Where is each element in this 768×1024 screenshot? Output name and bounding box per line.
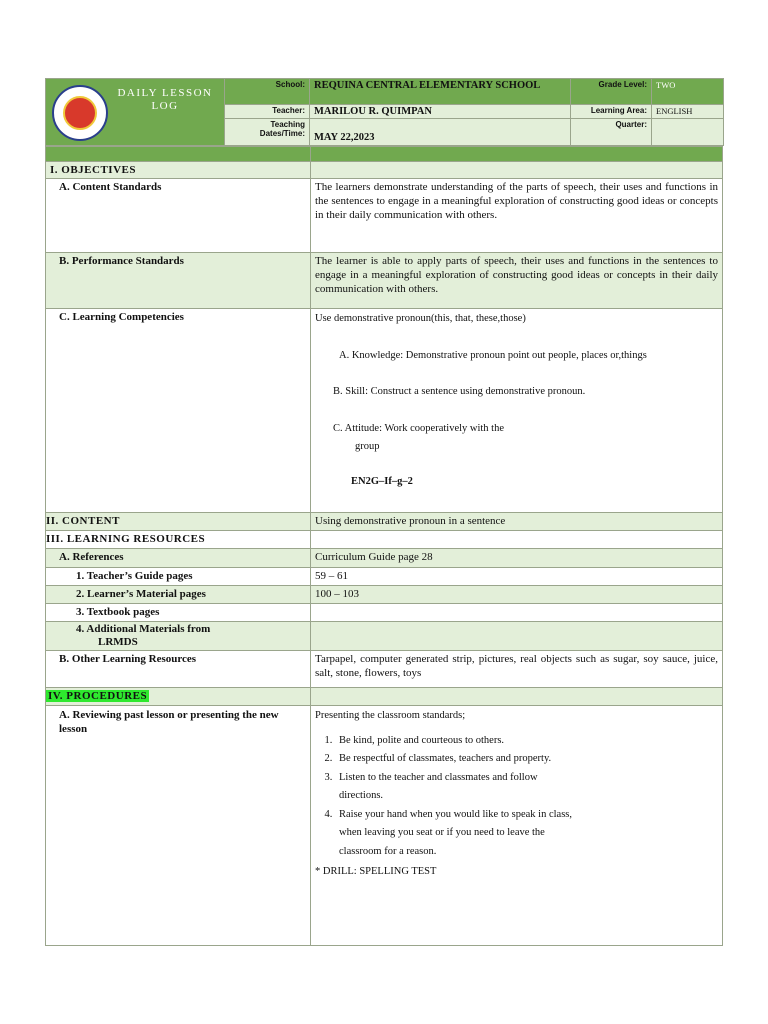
green-bar: [46, 147, 723, 162]
attitude-objective-cont: group: [355, 441, 380, 452]
list-item: 1. Be kind, polite and courteous to others.: [335, 732, 575, 751]
teacher-value: MARILOU R. QUIMPAN: [310, 105, 571, 119]
classroom-standards-list: [315, 732, 718, 862]
skill-objective: B. Skill: Construct a sentence using demonstrative pronoun.: [333, 386, 586, 397]
references-value: Curriculum Guide page 28: [311, 549, 723, 568]
procedures-heading-cell: [46, 688, 311, 706]
teachers-guide-label: 1. Teacher’s Guide pages: [46, 568, 311, 586]
quarter-value: [652, 119, 724, 146]
attitude-objective: C. Attitude: Work cooperatively with the: [333, 422, 505, 434]
lesson-table: [45, 146, 723, 946]
content-standards-value: The learners demonstrate understanding of the parts of speech, their uses and functions in the sentences to engage in a meaningful exploration of constructing good ideas or concepts in their daily communication with others.: [311, 179, 723, 253]
dates-label: Teaching Dates/Time:: [225, 119, 310, 146]
knowledge-objective: A. Knowledge: Demonstrative pronoun point out people, places or,things: [339, 349, 647, 361]
school-value: REQUINA CENTRAL ELEMENTARY SCHOOL: [310, 79, 571, 105]
learners-material-value: 100 – 103: [311, 586, 723, 604]
resources-heading: III. LEARNING RESOURCES: [46, 531, 311, 549]
teacher-label: Teacher:: [225, 105, 310, 119]
drill-note: * DRILL: SPELLING TEST: [315, 866, 437, 877]
competency-code: EN2G–If–g–2: [351, 475, 413, 487]
list-item: 3. Listen to the teacher and classmates and follow directions.: [335, 769, 575, 806]
learners-material-label: 2. Learner’s Material pages: [46, 586, 311, 604]
school-label: School:: [225, 79, 310, 105]
quarter-label: Quarter:: [571, 119, 652, 146]
additional-materials-line1: 4. Additional Materials from: [76, 623, 211, 635]
list-item: 2. Be respectful of classmates, teachers and property.: [335, 750, 575, 769]
competencies-intro: Use demonstrative pronoun(this, that, these,those): [315, 313, 526, 324]
references-label: A. References: [46, 549, 311, 568]
review-lesson-cell: [311, 706, 723, 946]
procedures-heading: IV. PROCEDURES: [48, 690, 148, 702]
grade-label: Grade Level:: [571, 79, 652, 105]
textbook-value: [311, 604, 723, 622]
performance-standards-value: The learner is able to apply parts of speech, their uses and functions in the sentences to engage in a meaningful exploration of constructing good ideas or concepts in their daily communication with others.: [311, 253, 723, 309]
textbook-label: 3. Textbook pages: [46, 604, 311, 622]
other-resources-label: B. Other Learning Resources: [46, 651, 311, 688]
logo-cell: [46, 79, 225, 146]
objectives-heading: I. OBJECTIVES: [46, 162, 311, 179]
review-lesson-label: A. Reviewing past lesson or presenting the new lesson: [46, 706, 311, 946]
teachers-guide-value: 59 – 61: [311, 568, 723, 586]
additional-materials-label: [46, 622, 311, 651]
header-table: [45, 78, 724, 146]
additional-materials-value: [311, 622, 723, 651]
content-value: Using demonstrative pronoun in a sentence: [311, 513, 723, 531]
other-resources-value: Tarpapel, computer generated strip, pictures, real objects such as sugar, soy sauce, juice, salt, stone, flowers, toys: [311, 651, 723, 688]
log-title: DAILY LESSON LOG: [117, 87, 213, 112]
area-value: ENGLISH: [652, 105, 724, 119]
content-standards-label: A. Content Standards: [46, 179, 311, 253]
review-intro: Presenting the classroom standards;: [315, 710, 466, 721]
performance-standards-label: B. Performance Standards: [46, 253, 311, 309]
competencies-cell: [311, 309, 723, 513]
list-item: 4. Raise your hand when you would like to speak in class, when leaving you seat or if you need to leave the classroom for a reason.: [335, 806, 575, 862]
grade-value: TWO: [652, 79, 724, 105]
additional-materials-line2: LRMDS: [98, 636, 138, 648]
area-label: Learning Area:: [571, 105, 652, 119]
daily-lesson-log: [45, 78, 723, 946]
content-heading: II. CONTENT: [46, 513, 311, 531]
competencies-label: C. Learning Competencies: [46, 309, 311, 513]
deped-seal-icon: [52, 85, 108, 141]
dates-value: MAY 22,2023: [310, 119, 571, 146]
